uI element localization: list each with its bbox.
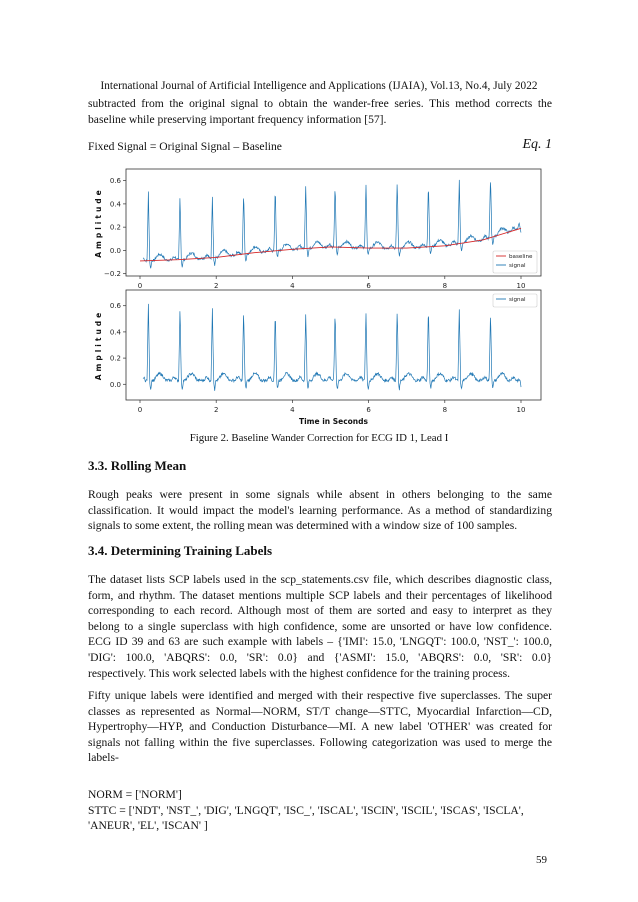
running-header: International Journal of Artificial Intelligence and Applications (IJAIA), Vol.13, No.4, July 2022 [100, 80, 538, 92]
text-line: form, and rhythm. The dataset mentions multiple SCP labels and their percentages of likelihood [88, 588, 552, 602]
text-line: labels- [88, 751, 119, 765]
text-line: classes as represented as Normal—NORM, ST/T change—STTC, Myocardial Infarction—CD, [88, 704, 552, 718]
text-line: Rough peaks were present in some signals while absent in others belonging to the same [88, 488, 552, 501]
y-tick-label: 0.4 [109, 328, 121, 337]
y-tick-label: −0.2 [104, 270, 121, 279]
x-tick-label: 8 [442, 282, 448, 290]
x-tick-label: 10 [516, 406, 526, 414]
legend-label: signal [509, 263, 526, 269]
text-line: signals not falling within the five superclasses. Following categorization was used to merge the [88, 735, 552, 749]
x-tick-label: 8 [442, 406, 448, 414]
y-tick-label: 0.0 [109, 246, 121, 255]
figure-caption: Figure 2. Baseline Wander Correction for ECG ID 1, Lead I [189, 432, 449, 444]
text-line: belong to a single superclass with high confidence, some are unsorted or have low confidence. [88, 619, 552, 633]
section-heading-rolling-mean: 3.3. Rolling Mean [88, 458, 187, 473]
plot-frame [126, 290, 541, 400]
x-tick-label: 6 [366, 282, 371, 290]
text-line: Hypertrophy—HYP, and Conduction Disturbance—MI. A new label 'OTHER' was created for [88, 720, 552, 734]
y-axis-label: Amplitude [94, 187, 103, 258]
text-line: signals to some extent, the rolling mean was determined with a window size of 100 samples. [88, 519, 518, 533]
y-axis-label: Amplitude [94, 309, 103, 381]
figure-2-ecg [0, 0, 638, 430]
text-line: baseline while preserving important frequency information [57]. [88, 112, 387, 126]
training-labels-paragraph-1 [88, 572, 552, 681]
x-tick-label: 10 [516, 282, 526, 290]
text-line: classification. It would impact the model's learning performance. As a method of standardizing [88, 503, 552, 517]
code-line: 'ANEUR', 'EL', 'ISCAN' ] [88, 819, 208, 833]
rolling-mean-paragraph [88, 487, 552, 534]
equation-text: Fixed Signal = Original Signal – Baseline [88, 140, 282, 153]
x-axis-label: Time in Seconds [299, 417, 368, 426]
x-tick-label: 2 [213, 282, 219, 290]
y-tick-label: 0.4 [109, 200, 121, 209]
y-tick-label: 0.6 [109, 177, 121, 186]
code-line: NORM = ['NORM'] [88, 788, 182, 801]
page-number: 59 [536, 854, 547, 866]
x-tick-label: 4 [290, 406, 295, 414]
text-line: respectively. This work selected labels with the highest confidence for the training process. [88, 666, 511, 680]
text-line: The dataset lists SCP labels used in the scp_statements.csv file, which describes diagnostic class, [88, 573, 552, 586]
text-line: corresponding to each record. Although most of them are sorted and easy to interpret as they [88, 604, 552, 618]
label-mapping-code [88, 787, 552, 834]
text-line: ECG ID 39 and 63 are such example with labels – {'IMI': 15.0, 'LNGQT': 100.0, 'NST_': 100.0, [88, 635, 552, 649]
x-tick-label: 6 [366, 406, 371, 414]
x-tick-label: 0 [137, 282, 143, 290]
text-line: 'DIG': 100.0, 'ABQRS': 0.0, 'SR': 0.0} and {'ASMI': 15.0, 'ABQRS': 0.0, 'SR': 0.0} [88, 650, 552, 664]
y-tick-label: 0.2 [109, 354, 121, 363]
text-line: subtracted from the original signal to obtain the wander-free series. This method corrects the [88, 97, 552, 110]
legend-label: signal [509, 297, 526, 303]
training-labels-paragraph-2 [88, 688, 552, 766]
y-tick-label: 0.2 [109, 223, 121, 232]
x-tick-label: 2 [213, 406, 219, 414]
legend-label: baseline [509, 254, 533, 260]
equation-label: Eq. 1 [522, 137, 552, 152]
code-line: STTC = ['NDT', 'NST_', 'DIG', 'LNGQT', 'ISC_', 'ISCAL', 'ISCIN', 'ISCIL', 'ISCAS', 'ISCLA', [88, 803, 524, 817]
text-line: Fifty unique labels were identified and merged with their respective five superclasses. The super [88, 689, 552, 702]
x-tick-label: 0 [137, 406, 143, 414]
x-tick-label: 4 [290, 282, 295, 290]
plot-frame [126, 169, 541, 276]
section-heading-training-labels: 3.4. Determining Training Labels [88, 543, 273, 558]
y-tick-label: 0.6 [109, 302, 121, 311]
y-tick-label: 0.0 [109, 380, 121, 389]
